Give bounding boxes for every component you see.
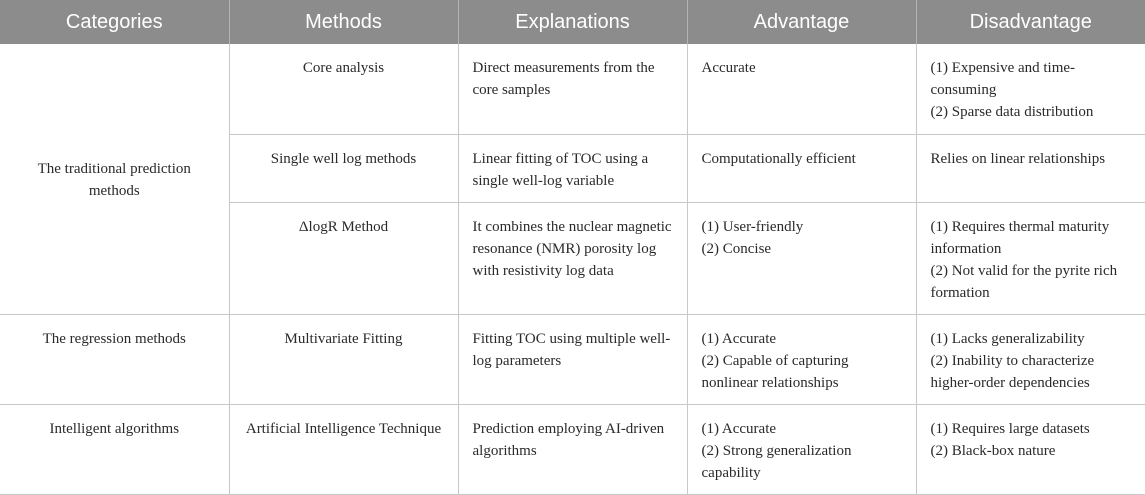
advantage-item: (2) Concise [701, 240, 772, 257]
method-cell: Artificial Intelligence Technique [229, 404, 458, 494]
explanation-cell: Direct measurements from the core samples [458, 44, 687, 134]
disadvantage-item: (2) Inability to characterize higher-order dependencies [930, 352, 1095, 391]
disadvantage-item: (1) Lacks generalizability [930, 330, 1085, 347]
explanation-cell: Prediction employing AI-driven algorithms [458, 404, 687, 494]
advantage-item: (2) Capable of capturing nonlinear relationships [701, 352, 849, 391]
category-cell: Intelligent algorithms [0, 404, 229, 494]
disadvantage-item: Relies on linear relationships [930, 150, 1106, 167]
disadvantage-item: (1) Requires large datasets [930, 420, 1090, 437]
advantage-cell [687, 404, 916, 494]
method-cell: Multivariate Fitting [229, 314, 458, 404]
table-body [0, 44, 1145, 494]
header-advantage: Advantage [687, 0, 916, 44]
method-cell: ΔlogR Method [229, 202, 458, 314]
explanation-cell: Fitting TOC using multiple well-log parameters [458, 314, 687, 404]
advantage-item: Computationally efficient [701, 150, 856, 167]
method-cell: Single well log methods [229, 134, 458, 202]
category-cell: The traditional prediction methods [0, 44, 229, 314]
method-cell: Core analysis [229, 44, 458, 134]
advantage-cell [687, 44, 916, 134]
category-cell: The regression methods [0, 314, 229, 404]
header-explanations: Explanations [458, 0, 687, 44]
table-row [0, 404, 1145, 494]
explanation-cell: It combines the nuclear magnetic resonance (NMR) porosity log with resistivity log data [458, 202, 687, 314]
advantage-item: Accurate [701, 60, 756, 76]
advantage-cell [687, 314, 916, 404]
disadvantage-cell [916, 314, 1145, 404]
advantage-item: (1) User-friendly [701, 218, 804, 235]
advantage-item: (1) Accurate [701, 330, 777, 347]
disadvantage-item: (2) Not valid for the pyrite rich formation [930, 262, 1118, 301]
table-row [0, 44, 1145, 134]
disadvantage-item: (1) Expensive and time-consuming [930, 60, 1076, 98]
disadvantage-cell [916, 44, 1145, 134]
header-disadvantage: Disadvantage [916, 0, 1145, 44]
disadvantage-item: (2) Sparse data distribution [930, 104, 1094, 120]
disadvantage-cell [916, 202, 1145, 314]
table-row [0, 314, 1145, 404]
disadvantage-item: (1) Requires thermal maturity information [930, 218, 1110, 257]
header-categories: Categories [0, 0, 229, 44]
advantage-item: (2) Strong generalization capability [701, 442, 852, 481]
disadvantage-cell [916, 404, 1145, 494]
header-row [0, 0, 1145, 44]
table-header [0, 0, 1145, 44]
advantage-item: (1) Accurate [701, 420, 777, 437]
header-methods: Methods [229, 0, 458, 44]
disadvantage-cell [916, 134, 1145, 202]
advantage-cell [687, 202, 916, 314]
explanation-cell: Linear fitting of TOC using a single well-log variable [458, 134, 687, 202]
advantage-cell [687, 134, 916, 202]
disadvantage-item: (2) Black-box nature [930, 442, 1056, 459]
